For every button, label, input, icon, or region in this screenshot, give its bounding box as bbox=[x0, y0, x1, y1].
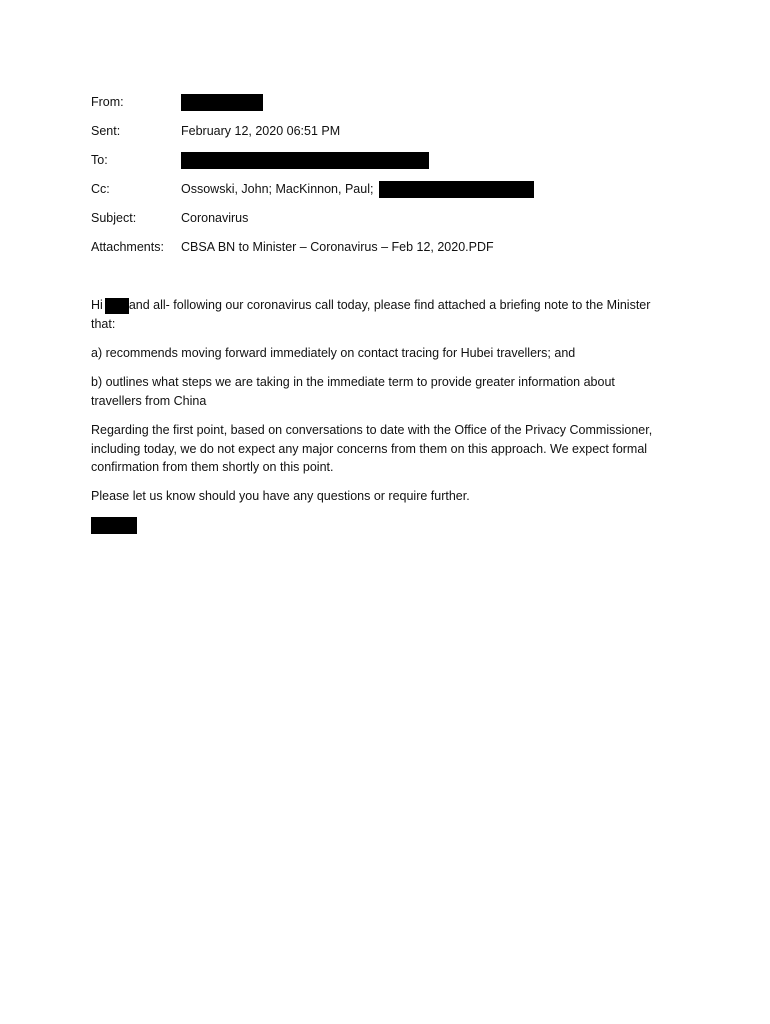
item-a-paragraph bbox=[91, 344, 681, 363]
item-a-text: a) recommends moving forward immediately on contact tracing for Hubei travellers; and bbox=[91, 346, 576, 360]
greeting-line-2: that: bbox=[91, 316, 116, 331]
signature-redaction bbox=[91, 517, 137, 534]
to-redaction bbox=[181, 152, 429, 169]
regarding-line-2: including today, we do not expect any major concerns from them on this approach. We expect formal bbox=[91, 441, 648, 456]
recipient-name-redaction bbox=[105, 298, 129, 314]
greeting-line-1 bbox=[91, 296, 681, 315]
regarding-line-1: Regarding the first point, based on conversations to date with the Office of the Privacy Commissioner, bbox=[91, 423, 653, 437]
from-label: From: bbox=[91, 95, 124, 109]
cc-text: Ossowski, John; MacKinnon, Paul; bbox=[181, 182, 374, 196]
closing-text: Please let us know should you have any questions or require further. bbox=[91, 489, 470, 503]
attachments-label: Attachments: bbox=[91, 240, 164, 254]
attachments-value: CBSA BN to Minister – Coronavirus – Feb 12, 2020.PDF bbox=[181, 240, 494, 254]
regarding-line-3: confirmation from them shortly on this point. bbox=[91, 460, 334, 474]
subject-label: Subject: bbox=[91, 211, 137, 225]
greeting-prefix: Hi bbox=[91, 298, 103, 312]
to-value bbox=[181, 151, 429, 169]
cc-label: Cc: bbox=[91, 182, 110, 196]
from-value bbox=[181, 93, 263, 111]
greeting-text: and all- following our coronavirus call today, please find attached a briefing note to the Minister bbox=[128, 298, 651, 312]
greeting-paragraph bbox=[91, 296, 681, 333]
item-b-line-1: b) outlines what steps we are taking in the immediate term to provide greater information about bbox=[91, 375, 615, 389]
cc-value bbox=[181, 180, 534, 198]
cc-redaction bbox=[379, 181, 534, 198]
to-label: To: bbox=[91, 153, 108, 167]
regarding-paragraph bbox=[91, 421, 681, 477]
item-b-line-2: travellers from China bbox=[91, 393, 207, 408]
subject-value: Coronavirus bbox=[181, 211, 249, 225]
from-redaction bbox=[181, 94, 263, 111]
sent-value: February 12, 2020 06:51 PM bbox=[181, 124, 341, 138]
sent-label: Sent: bbox=[91, 124, 121, 138]
item-b-paragraph bbox=[91, 373, 681, 410]
closing-paragraph bbox=[91, 487, 681, 506]
